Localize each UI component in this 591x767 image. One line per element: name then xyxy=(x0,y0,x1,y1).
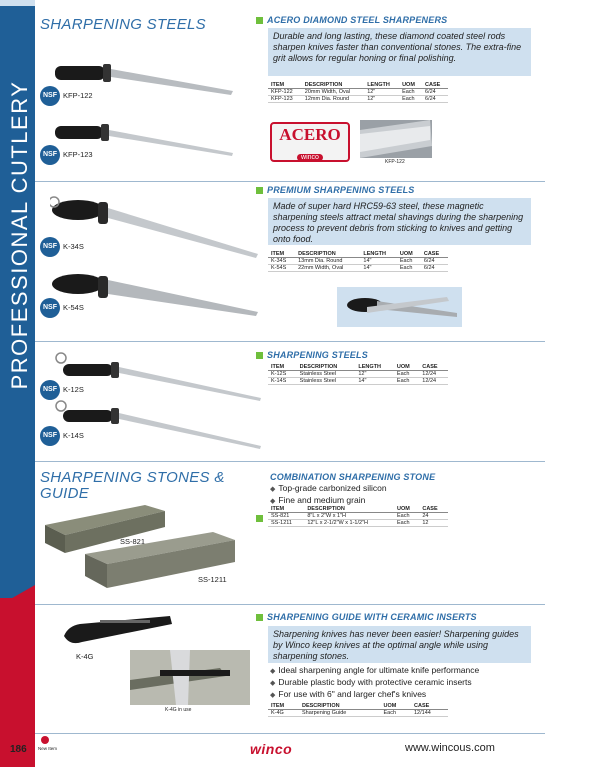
col-header: DESCRIPTION xyxy=(297,364,356,371)
cell: 12/24 xyxy=(419,371,448,378)
cell: 8"L x 2"W x 1"H xyxy=(304,513,394,520)
combo-spec-table xyxy=(268,506,448,527)
sku-label-ss821: SS-821 xyxy=(120,537,146,546)
premium-description: Made of super hard HRC59-63 steel, these magnetic sharpening steels attract metal shavings during the sharpening process to prevent debris from sticking to knives and getting onto food. xyxy=(268,198,531,245)
cell: 6/24 xyxy=(421,265,448,272)
cell: 14" xyxy=(360,265,396,272)
sku-label-k34s: K-34S xyxy=(63,242,84,251)
sku-label-k4g: K-4G xyxy=(76,652,94,661)
list-item: ◆ Durable plastic body with protective ceramic inserts xyxy=(270,677,472,687)
guide-photo xyxy=(130,650,250,705)
col-header: UOM xyxy=(394,506,419,513)
cell: Each xyxy=(381,710,412,717)
cell: Each xyxy=(394,371,419,378)
divider-2 xyxy=(35,341,545,342)
section-title-stones xyxy=(40,470,225,502)
acero-photo-label: KFP-122 xyxy=(385,159,405,165)
table-row xyxy=(268,371,448,378)
col-header: UOM xyxy=(399,82,422,89)
list-item: ◆ Ideal sharpening angle for ultimate knife performance xyxy=(270,665,480,675)
nsf-badge: NSF xyxy=(40,298,60,318)
cell: 6/24 xyxy=(421,258,448,265)
product-title-steels: SHARPENING STEELS xyxy=(256,350,368,360)
col-header: ITEM xyxy=(268,506,304,513)
table-row xyxy=(268,710,448,717)
col-header: LENGTH xyxy=(355,364,394,371)
cell: KFP-123 xyxy=(268,96,302,103)
new-item-dot-icon xyxy=(41,736,49,744)
table-row xyxy=(268,378,448,385)
col-header: ITEM xyxy=(268,251,295,258)
magnetic-steel-image xyxy=(337,287,462,327)
col-header: CASE xyxy=(419,364,448,371)
cell: 14" xyxy=(360,258,396,265)
guide-bullets xyxy=(270,665,479,701)
section-title-line: GUIDE xyxy=(40,485,90,502)
guide-description: Sharpening knives has never been easier! Sharpening guides by Winco keep knives at the optimal angle while using sharpening stones. xyxy=(268,626,531,663)
table-row xyxy=(268,513,448,520)
combo-bullets xyxy=(270,483,387,507)
list-item: ◆ Fine and medium grain xyxy=(270,495,366,505)
cell: Each xyxy=(394,378,419,385)
product-title-premium: PREMIUM SHARPENING STEELS xyxy=(256,185,415,195)
cell: 13mm Dia. Round xyxy=(295,258,360,265)
col-header: ITEM xyxy=(268,82,302,89)
cell: 12" xyxy=(355,371,394,378)
section-title-steels: SHARPENING STEELS xyxy=(40,16,206,33)
nsf-badge: NSF xyxy=(40,426,60,446)
sku-label-kfp122: KFP-122 xyxy=(63,91,93,100)
sidebar-top-band xyxy=(0,0,35,6)
steel-tip-image xyxy=(360,120,432,158)
cell: K-34S xyxy=(268,258,295,265)
col-header: UOM xyxy=(394,364,419,371)
cell: KFP-122 xyxy=(268,89,302,96)
table-row xyxy=(268,96,448,103)
new-item-marker xyxy=(256,515,263,522)
cell: Each xyxy=(394,513,419,520)
table-row xyxy=(268,89,448,96)
premium-photo xyxy=(337,287,462,327)
cell: K-12S xyxy=(268,371,297,378)
cell: K-4G xyxy=(268,710,299,717)
product-title-combo: COMBINATION SHARPENING STONE xyxy=(270,472,436,482)
section-title-line: SHARPENING STONES & xyxy=(40,469,225,486)
nsf-badge: NSF xyxy=(40,145,60,165)
sku-label-ss1211: SS-1211 xyxy=(198,575,227,584)
cell: 6/24 xyxy=(422,96,448,103)
sidebar-title: PROFESSIONAL CUTLERY xyxy=(7,80,32,390)
table-row xyxy=(268,265,448,272)
guide-in-use-image xyxy=(130,650,250,705)
cell: SS-1211 xyxy=(268,520,304,527)
cell: 12" xyxy=(364,89,399,96)
sku-label-k14s: K-14S xyxy=(63,431,84,440)
product-title-guide: SHARPENING GUIDE WITH CERAMIC INSERTS xyxy=(256,612,477,622)
premium-spec-table xyxy=(268,251,448,272)
cell: Each xyxy=(399,89,422,96)
cell: SS-821 xyxy=(268,513,304,520)
new-item-legend: New Item xyxy=(38,746,58,751)
cell: K-54S xyxy=(268,265,295,272)
cell: Each xyxy=(399,96,422,103)
col-header: ITEM xyxy=(268,703,299,710)
cell: 12" xyxy=(364,96,399,103)
sharpening-guide-k4g xyxy=(60,612,175,654)
acero-logo xyxy=(270,122,350,162)
sku-label-k54s: K-54S xyxy=(63,303,84,312)
sku-label-kfp123: KFP-123 xyxy=(63,150,93,159)
cell: Each xyxy=(397,265,421,272)
list-item: ◆ For use with 6" and larger chef's knives xyxy=(270,689,427,699)
cell: 12mm Dia. Round xyxy=(302,96,364,103)
cell: Sharpening Guide xyxy=(299,710,381,717)
acero-logo-text: ACERO xyxy=(279,125,341,144)
col-header: CASE xyxy=(422,82,448,89)
steel-rod-k12s xyxy=(55,350,265,405)
nsf-badge: NSF xyxy=(40,380,60,400)
sku-label-k12s: K-12S xyxy=(63,385,84,394)
cell: Each xyxy=(397,258,421,265)
guide-photo-label: K-4G in use xyxy=(165,707,192,713)
col-header: DESCRIPTION xyxy=(295,251,360,258)
divider-3 xyxy=(35,461,545,462)
cell: 20mm Width, Oval xyxy=(302,89,364,96)
guide-spec-table xyxy=(268,703,448,717)
col-header: LENGTH xyxy=(364,82,399,89)
cell: Each xyxy=(394,520,419,527)
acero-photo xyxy=(360,120,432,158)
nsf-badge: NSF xyxy=(40,86,60,106)
divider-4 xyxy=(35,604,545,605)
cell: 6/24 xyxy=(422,89,448,96)
cell: 12/144 xyxy=(411,710,448,717)
cell: Stainless Steel xyxy=(297,378,356,385)
website-link[interactable]: www.wincous.com xyxy=(405,742,495,754)
col-header: DESCRIPTION xyxy=(304,506,394,513)
acero-spec-table xyxy=(268,82,448,103)
cell: 12 xyxy=(419,520,448,527)
table-row xyxy=(268,520,448,527)
steels-spec-table xyxy=(268,364,448,385)
list-item: ◆ Top-grade carbonized silicon xyxy=(270,483,387,493)
cell: 22mm Width, Oval xyxy=(295,265,360,272)
sidebar-red-block xyxy=(0,598,35,767)
acero-description: Durable and long lasting, these diamond coated steel rods sharpen knives faster than conventional stones. The extra-fine grit allows for regular honing or final polishing. xyxy=(268,28,531,76)
cell: Stainless Steel xyxy=(297,371,356,378)
cell: 24 xyxy=(419,513,448,520)
col-header: CASE xyxy=(421,251,448,258)
cell: 12/24 xyxy=(419,378,448,385)
steel-rod-k14s xyxy=(55,400,265,455)
col-header: ITEM xyxy=(268,364,297,371)
col-header: UOM xyxy=(397,251,421,258)
col-header: CASE xyxy=(419,506,448,513)
col-header: DESCRIPTION xyxy=(299,703,381,710)
divider-1 xyxy=(35,181,545,182)
col-header: LENGTH xyxy=(360,251,396,258)
col-header: DESCRIPTION xyxy=(302,82,364,89)
acero-logo-sub: winco xyxy=(297,154,323,161)
winco-logo: winco xyxy=(250,741,293,757)
cell: 14" xyxy=(355,378,394,385)
steel-rod-k54s xyxy=(50,268,260,320)
col-header: CASE xyxy=(411,703,448,710)
nsf-badge: NSF xyxy=(40,237,60,257)
page-number: 186 xyxy=(10,744,27,755)
footer-divider xyxy=(35,733,545,734)
table-row xyxy=(268,258,448,265)
cell: 12"L x 2-1/2"W x 1-1/2"H xyxy=(304,520,394,527)
cell: K-14S xyxy=(268,378,297,385)
col-header: UOM xyxy=(381,703,412,710)
product-title-acero: ACERO DIAMOND STEEL SHARPENERS xyxy=(256,15,447,25)
